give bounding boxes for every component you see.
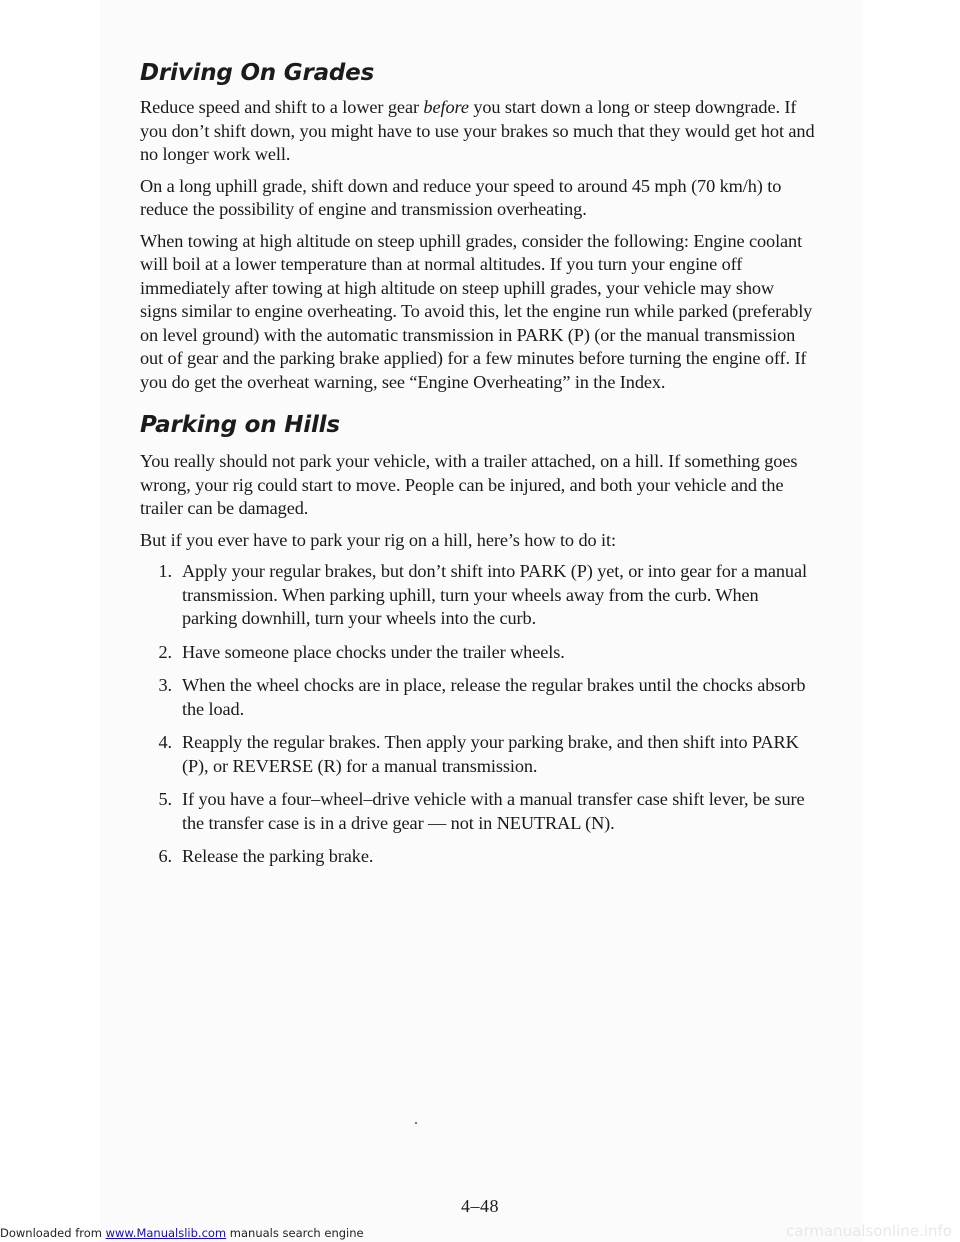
list-item [140,788,815,835]
scan-speck [415,1122,417,1124]
site-watermark: carmanualsonline.info [786,1222,952,1240]
step-text: Release the parking brake. [182,846,374,866]
list-item [140,674,815,721]
section-heading-driving-on-grades: Driving On Grades [140,60,375,86]
paragraph-downgrade [140,96,815,167]
paragraph-high-altitude: When towing at high altitude on steep uphill grades, consider the following: Engine coolant will boil at a lower temperature than at normal altitudes. If you turn your engine off immediately after towing at high altitude on steep uphill grades, your vehicle may show signs similar to engine overheating. To avoid this, let the engine run while parked (preferably on level ground) with the automatic transmission in PARK (P) (or the manual transmission out of gear and the parking brake applied) for a few minutes before turning the engine off. If you do get the overheat warning, see “Engine Overheating” in the Index. [140,230,813,392]
page-content [140,60,815,879]
page-number: 4–48 [461,1196,499,1216]
paragraph-text: Reduce speed and shift to a lower gear [140,97,424,117]
download-footer [0,1226,364,1240]
footer-prefix: Downloaded from [0,1226,106,1240]
step-text: If you have a four–wheel–drive vehicle with a manual transfer case shift lever, be sure the transfer case is in a drive gear — not in NEUTRAL (N). [182,789,805,833]
list-item [140,731,815,778]
step-number: 5. [158,789,172,809]
parking-steps-list [140,560,815,869]
step-number: 4. [158,732,172,752]
step-number: 1. [158,561,172,581]
step-number: 2. [158,641,172,662]
step-text: Have someone place chocks under the trailer wheels. [182,641,565,662]
footer-suffix: manuals search engine [226,1226,364,1240]
step-number: 3. [158,675,172,695]
step-text: Reapply the regular brakes. Then apply your parking brake, and then shift into PARK (P), or REVERSE (R) for a manual transmission. [182,732,799,776]
emphasis-before: before [423,97,469,117]
list-item [140,845,815,869]
list-item [140,641,815,665]
step-number: 6. [158,846,172,866]
step-text: When the wheel chocks are in place, release the regular brakes until the chocks absorb the load. [182,675,806,719]
paragraph-text: you start down a long or steep downgrade. If you don’t shift down, you might have to use your brakes so much that they would get hot and no longer work well. [140,97,815,164]
manualslib-link[interactable]: www.Manualslib.com [105,1226,227,1240]
section-heading-parking-on-hills: Parking on Hills [140,412,340,438]
step-text: Apply your regular brakes, but don’t shift into PARK (P) yet, or into gear for a manual transmission. When parking uphill, turn your wheels away from the curb. When parking downhill, turn your wheels into the curb. [182,561,807,628]
paragraph-how-to: But if you ever have to park your rig on a hill, here’s how to do it: [140,529,616,550]
list-item [140,560,815,631]
paragraph-parking-warning: You really should not park your vehicle, with a trailer attached, on a hill. If something goes wrong, your rig could start to move. People can be injured, and both your vehicle and the trailer can be damaged. [140,451,798,518]
paragraph-uphill: On a long uphill grade, shift down and reduce your speed to around 45 mph (70 km/h) to reduce the possibility of engine and transmission overheating. [140,175,782,219]
